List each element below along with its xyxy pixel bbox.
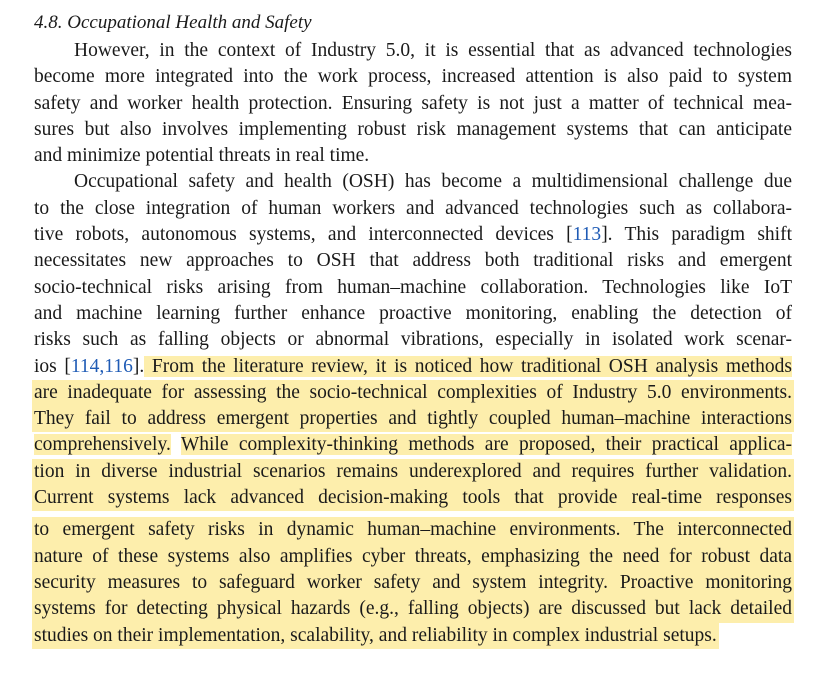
highlighted-line: Current systems lack advanced decision-making tools that provide real-time responses xyxy=(32,485,794,511)
text-fragment: ios [ xyxy=(34,355,71,377)
highlighted-line: They fail to address emergent properties and tightly coupled human–machine interactions xyxy=(32,406,794,432)
text-line xyxy=(34,354,792,380)
citation-link[interactable]: 113 xyxy=(572,224,602,246)
text-line xyxy=(34,432,792,458)
text-line: and minimize potential threats in real time. xyxy=(34,145,370,167)
text-line: necessitates new approaches to OSH that address both traditional risks and emergent xyxy=(34,250,792,272)
text-line: to the close integration of human workers and advanced technologies such as collabora- xyxy=(34,197,792,219)
highlighted-line: systems for detecting physical hazards (e.g., falling objects) are discussed but lack detailed xyxy=(32,596,794,622)
text-line: risks such as falling objects or abnormal vibrations, especially in isolated work scenar- xyxy=(34,329,792,351)
text-line: sures but also involves implementing robust risk management systems that can anticipate xyxy=(34,118,792,140)
text-line: and machine learning further enhance proactive monitoring, enabling the detection of xyxy=(34,302,792,324)
highlighted-line: tion in diverse industrial scenarios remains underexplored and requires further validation. xyxy=(32,459,794,485)
highlighted-text: comprehensively. xyxy=(34,434,171,456)
text-fragment: ]. This paradigm shift xyxy=(601,224,793,246)
citation-link[interactable]: 114,116 xyxy=(70,355,133,377)
text-fragment: ]. xyxy=(132,355,145,377)
text-line xyxy=(34,222,792,248)
text-line: Occupational safety and health (OSH) has become a multidimensional challenge due xyxy=(74,171,792,193)
text-fragment: tive robots, autonomous systems, and interconnected devices [ xyxy=(34,224,573,246)
text-line: socio-technical risks arising from human–machine collaboration. Technologies like IoT xyxy=(34,276,792,298)
text-line: safety and worker health protection. Ensuring safety is not just a matter of technical mea- xyxy=(34,92,792,114)
highlighted-line: to emergent safety risks in dynamic human–machine environments. The interconnected xyxy=(32,517,794,543)
text-line: become more integrated into the work process, increased attention is also paid to system xyxy=(34,66,792,88)
text-line: However, in the context of Industry 5.0, it is essential that as advanced technologies xyxy=(74,40,792,61)
highlighted-text: While complexity-thinking methods are proposed, their practical applica- xyxy=(180,434,792,456)
text-fragment xyxy=(171,434,181,455)
highlighted-line: studies on their implementation, scalability, and reliability in complex industrial setups. xyxy=(32,623,719,649)
highlighted-line: nature of these systems also amplifies cyber threats, emphasizing the need for robust data xyxy=(32,544,794,570)
highlighted-text: From the literature review, it is noticed how traditional OSH analysis methods xyxy=(144,355,792,377)
section-heading: 4.8. Occupational Health and Safety xyxy=(34,12,312,33)
highlighted-line: are inadequate for assessing the socio-technical complexities of Industry 5.0 environments. xyxy=(32,380,794,406)
highlighted-line: security measures to safeguard worker safety and system integrity. Proactive monitoring xyxy=(32,570,794,596)
document-page xyxy=(34,10,792,649)
